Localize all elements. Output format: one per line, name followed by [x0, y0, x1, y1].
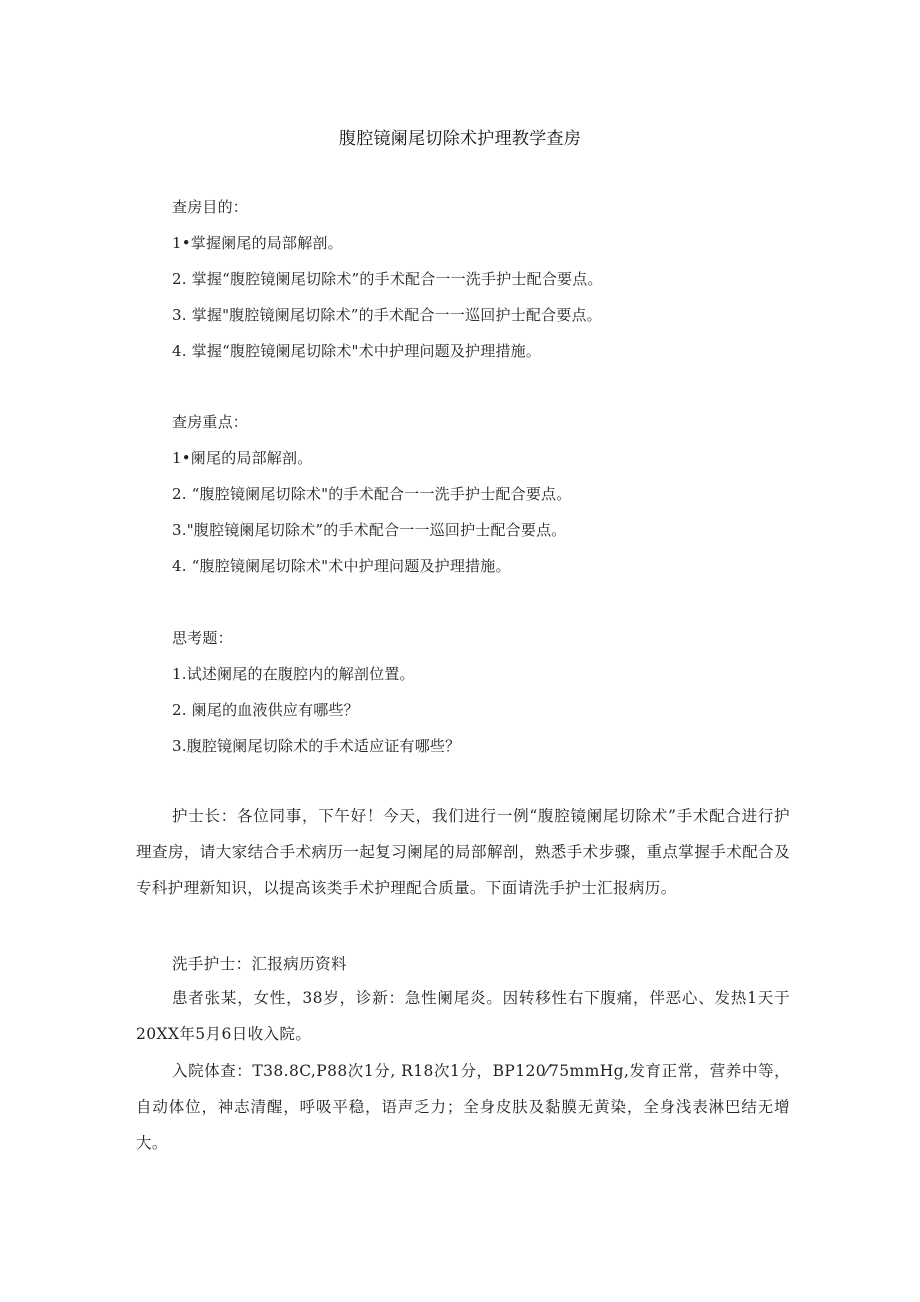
patient-paragraph: 患者张某，女性，38岁，诊新：急性阑尾炎。因转移性右下腹痛，伴恶心、发热1天于20XX年5月6日收入院。 [136, 989, 790, 1043]
focus-item-3: 3."腹腔镜阑尾切除术”的手术配合一一巡回护士配合要点。 [172, 521, 567, 539]
purpose-item-4: 4. 掌握“腹腔镜阑尾切除术"术中护理问题及护理措施。 [172, 342, 542, 360]
question-item-3: 3.腹腔镜阑尾切除术的手术适应证有哪些？ [172, 737, 461, 755]
focus-item-1: 1•阑尾的局部解剖。 [172, 449, 313, 467]
focus-heading: 查房重点： [172, 413, 249, 431]
questions-heading: 思考题： [172, 629, 233, 647]
question-item-1: 1.试述阑尾的在腹腔内的解剖位置。 [172, 665, 415, 683]
purpose-item-3: 3. 掌握"腹腔镜阑尾切除术”的手术配合一一巡回护士配合要点。 [172, 306, 602, 324]
admission-exam-paragraph: 入院体查：T38.8C,P88次1分, R18次1分，BP120⁄75mmHg,发育正常，营养中等，自动体位，神志清醒，呼吸平稳，语声乏力；全身皮肤及黏膜无黄染，全身浅表淋巴结无增大。 [136, 1062, 790, 1152]
document-title: 腹腔镜阑尾切除术护理教学查房 [338, 129, 582, 149]
purpose-item-1: 1•掌握阑尾的局部解剖。 [172, 234, 343, 252]
purpose-item-2: 2. 掌握“腹腔镜阑尾切除术”的手术配合一一洗手护士配合要点。 [172, 270, 603, 288]
question-item-2: 2. 阑尾的血液供应有哪些？ [172, 701, 359, 719]
scrub-nurse-line: 洗手护士：汇报病历资料 [172, 955, 347, 973]
focus-item-2: 2. “腹腔镜阑尾切除术"的手术配合一一洗手护士配合要点。 [172, 485, 572, 503]
head-nurse-paragraph: 护士长：各位同事，下午好！今天，我们进行一例“腹腔镜阑尾切除术”手术配合进行护理查房，请大家结合手术病历一起复习阑尾的局部解剖，熟悉手术步骤，重点掌握手术配合及专科护理新知识，以提高该类手术护理配合质量。下面请洗手护士汇报病历。 [136, 807, 790, 897]
purpose-heading: 查房目的： [172, 198, 249, 216]
focus-item-4: 4. “腹腔镜阑尾切除术"术中护理问题及护理措施。 [172, 557, 511, 575]
